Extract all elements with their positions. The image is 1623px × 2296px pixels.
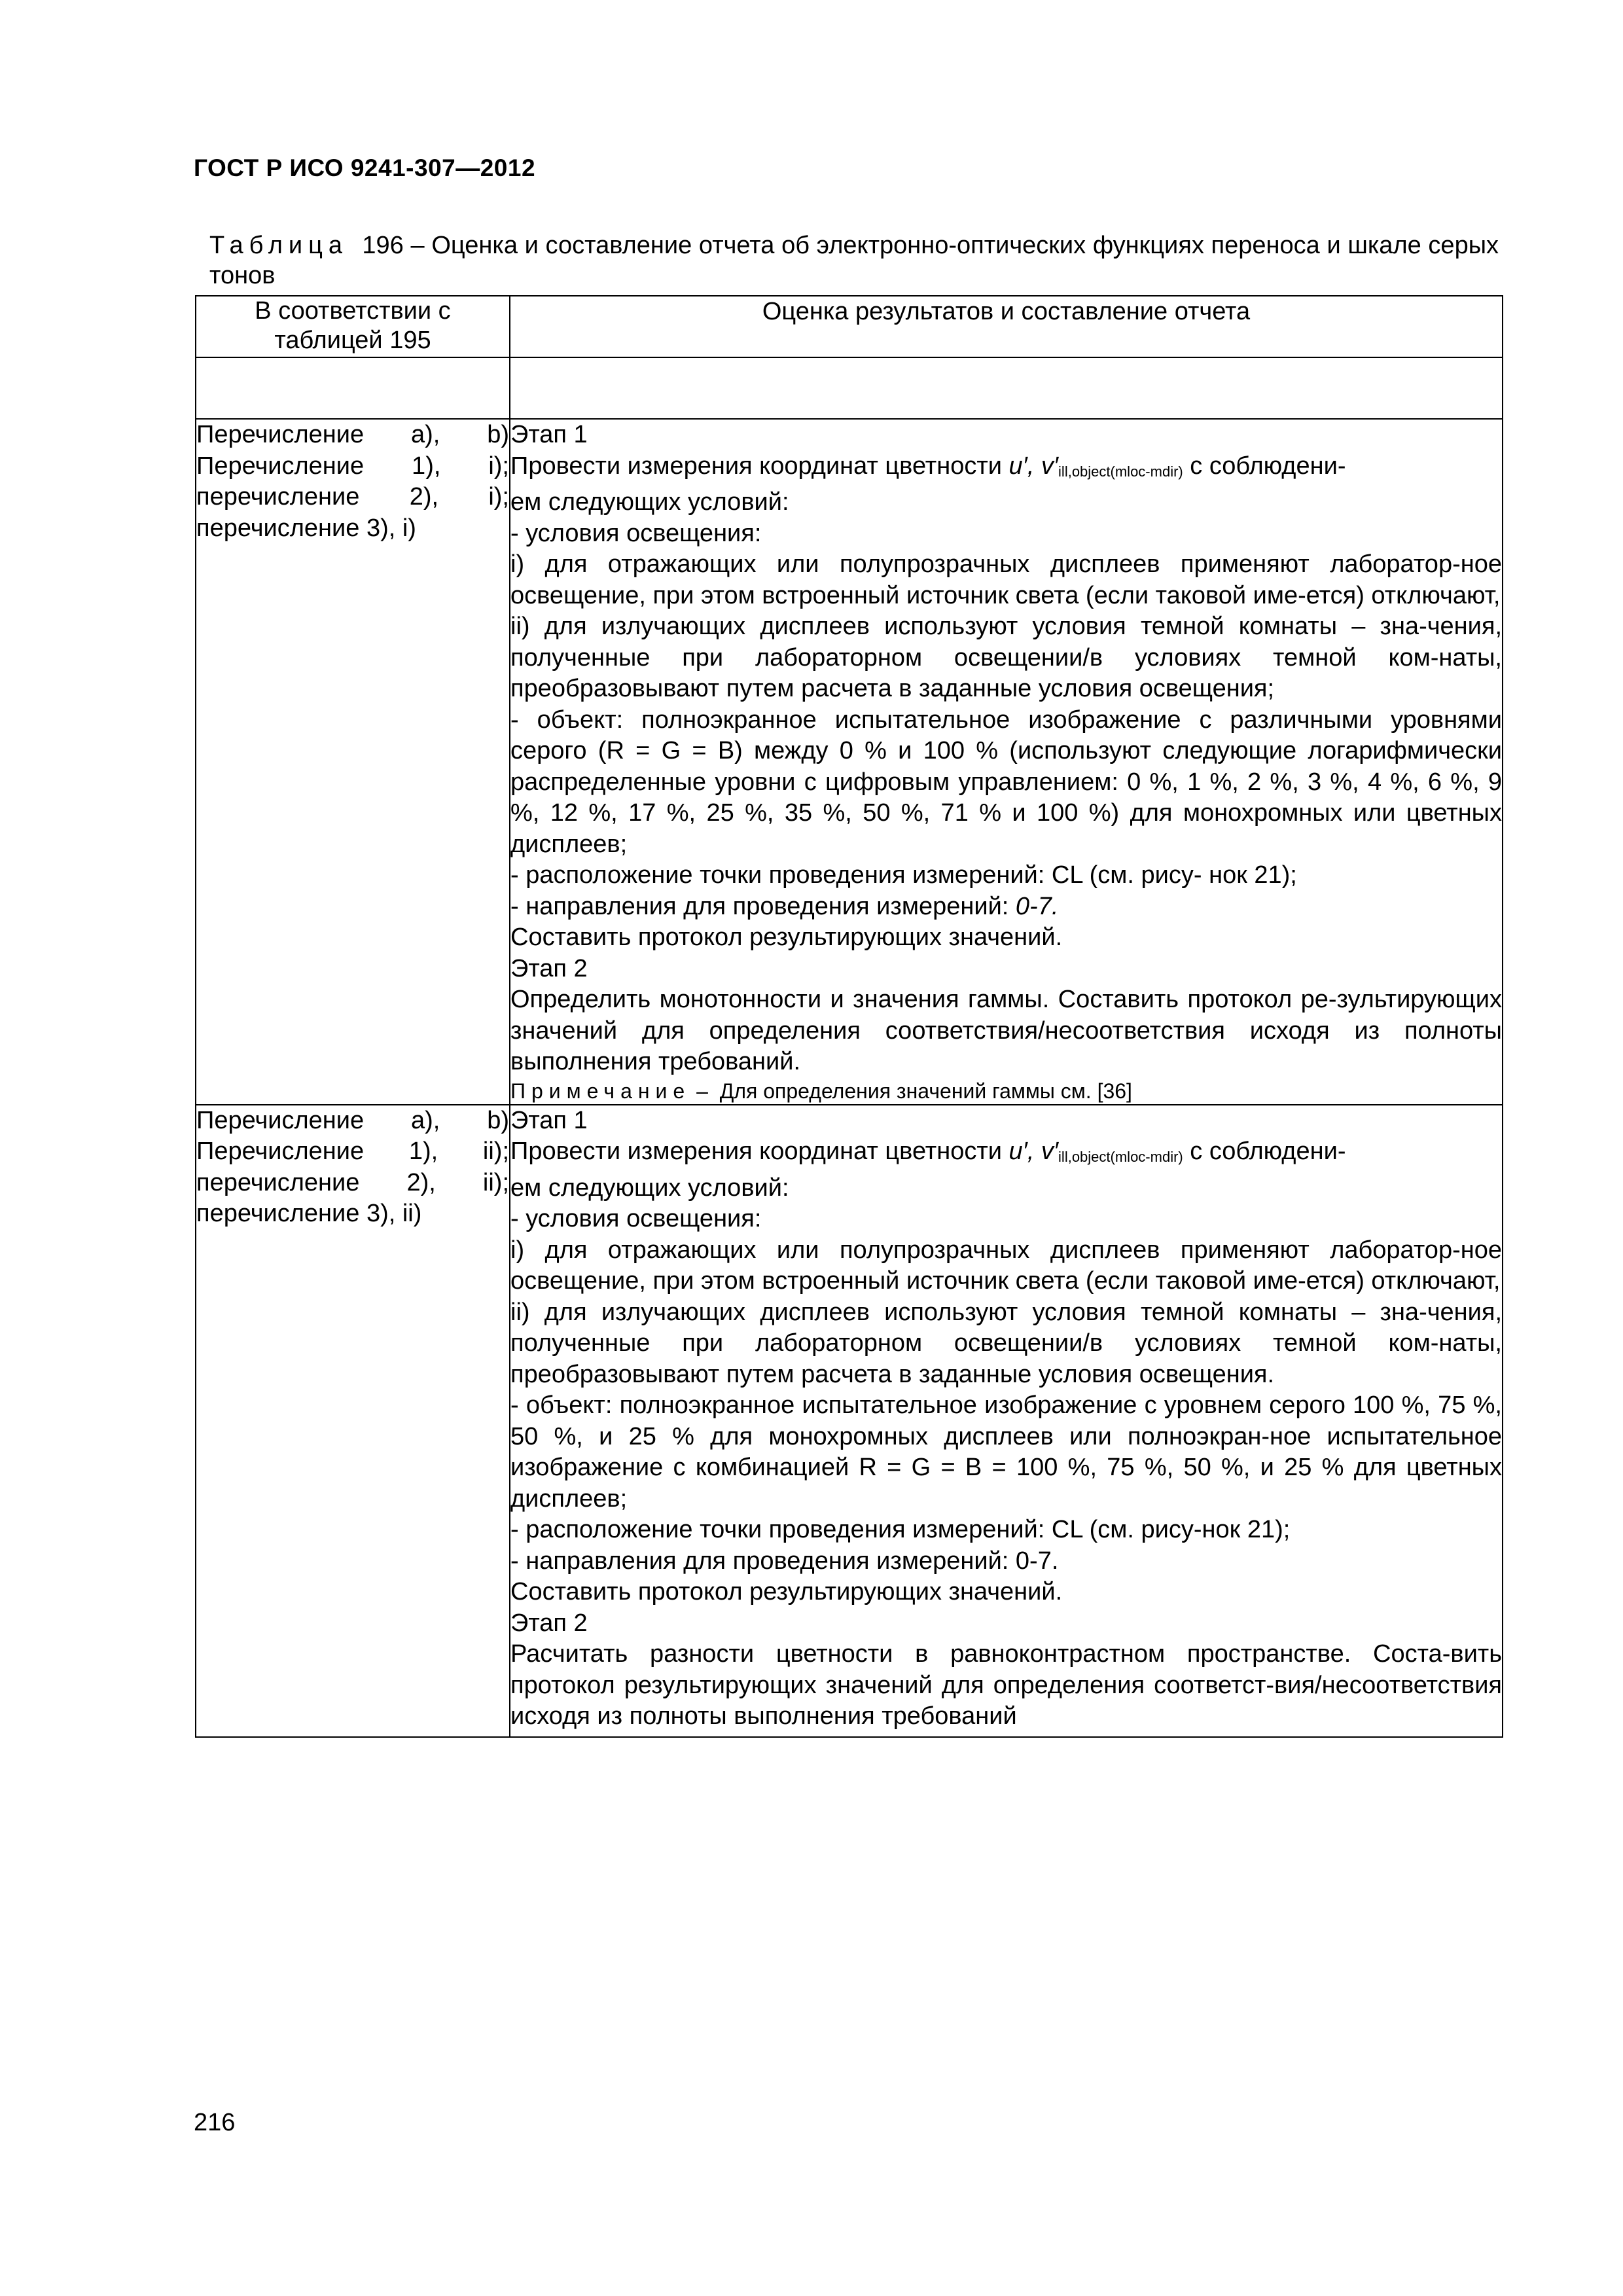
location-text: - расположение точки проведения измерений: CL (см. рису- нок 21); [510, 861, 1297, 889]
caption-number: 196 [362, 232, 404, 259]
stage-1-label: Этап 1 [510, 1106, 588, 1134]
measurement-instruction [510, 451, 1502, 488]
note-text: Для определения значений гаммы см. [36] [719, 1079, 1132, 1103]
row-reference-cell [196, 419, 510, 1105]
stage-2-label: Этап 2 [510, 954, 588, 982]
note-label: Примечание [510, 1079, 691, 1103]
direction-value: 0-7. [1015, 892, 1059, 920]
reference-line: перечисление 2), ii); [196, 1168, 509, 1196]
conditions-text: ем следующих условий: [510, 488, 789, 516]
stage-2-text: Расчитать разности цветности в равноконтрастном пространстве. Соста-вить протокол результирующих значений для определения соответст-вия/несоответствия исходя из полноты выполнения требований [510, 1640, 1502, 1730]
v-symbol: v′ [1041, 452, 1059, 480]
measure-prefix: Провести измерения координат цветности [510, 452, 1002, 480]
protocol-text: Составить протокол результирующих значений. [510, 924, 1063, 951]
illumination-i-text: i) для отражающих или полупрозрачных дисплеев применяют лаборатор-ное освещение, при этом встроенный источник света (если таковой име-ется) отключают, [510, 1236, 1502, 1295]
u-symbol: u′, [1008, 1138, 1035, 1165]
table-row [196, 1105, 1503, 1737]
illumination-text: - условия освещения: [510, 519, 762, 547]
reference-line: перечисление 2), i); [196, 483, 509, 511]
stage-2-label: Этап 2 [510, 1609, 588, 1637]
measurement-instruction [510, 1136, 1502, 1173]
direction-text [510, 891, 1502, 923]
header-col1-line1: В соответствии с [255, 297, 451, 325]
reference-line: перечисление 3), i) [196, 514, 416, 542]
stage-2-text: Определить монотонности и значения гаммы. Составить протокол ре-зультирующих значений для определения соответствия/несоответствия исходя из полноты выполнения требований. [510, 986, 1502, 1075]
direction-prefix: - направления для проведения измерений: [510, 892, 1009, 920]
table-row [196, 419, 1503, 1105]
conditions-text: ем следующих условий: [510, 1174, 789, 1202]
note-dash: – [696, 1079, 708, 1103]
location-text: - расположение точки проведения измерений: CL (см. рису-нок 21); [510, 1516, 1291, 1543]
row-reference-cell [196, 1105, 510, 1737]
v-subscript: ill,object(mloc-mdir) [1058, 463, 1183, 480]
caption-text: Оценка и составление отчета об электронно-оптических функциях переноса и шкале серых тонов [209, 232, 1499, 289]
header-col-evaluation: Оценка результатов и составление отчета [510, 296, 1503, 357]
table-caption [209, 230, 1499, 291]
stage-1-label: Этап 1 [510, 421, 588, 448]
measure-suffix: с соблюдени- [1190, 452, 1346, 480]
protocol-text: Составить протокол результирующих значений. [510, 1578, 1063, 1605]
table-header-row [196, 296, 1503, 357]
header-col1-line2: таблицей 195 [274, 327, 431, 354]
reference-line: перечисление 3), ii) [196, 1200, 422, 1227]
u-symbol: u′, [1008, 452, 1035, 480]
document-header: ГОСТ Р ИСО 9241-307—2012 [194, 154, 536, 181]
object-text: - объект: полноэкранное испытательное изображение с уровнем серого 100 %, 75 %, 50 %, и 25 % для монохромных дисплеев или полноэкран-ное испытательное изображение с комбинацией R = G = B = 100 %, 75 %, 50 %, и 25 % для цветных дисплеев; [510, 1391, 1502, 1513]
object-text: - объект: полноэкранное испытательное изображение с различными уровнями серого (R = G = B) между 0 % и 100 % (используют следующие логарифмически распределенные уровни с цифровым управлением: 0 %, 1 %, 2 %, 3 %, 4 %, 6 %, 9 %, 12 %, 17 %, 25 %, 35 %, 50 %, 71 % и 100 %) для монохромных или цветных дисплеев; [510, 706, 1502, 858]
illumination-i-text: i) для отражающих или полупрозрачных дисплеев применяют лаборатор-ное освещение, при этом встроенный источник света (если таковой име-ется) отключают, [510, 550, 1502, 609]
illumination-text: - условия освещения: [510, 1205, 762, 1232]
illumination-ii-text: ii) для излучающих дисплеев используют условия темной комнаты – зна-чения, полученные при лабораторном освещении/в условиях темной ком-наты, преобразовывают путем расчета в заданные условия освещения; [510, 613, 1502, 702]
caption-label: Таблица [209, 232, 348, 259]
reference-line: Перечисление a), b) [196, 421, 509, 448]
measure-suffix: с соблюдени- [1190, 1138, 1346, 1165]
row-evaluation-cell [510, 1105, 1503, 1737]
v-symbol: v′ [1041, 1138, 1059, 1165]
note [510, 1078, 1502, 1104]
header-col-reference [196, 296, 510, 357]
caption-dash: – [410, 232, 425, 259]
reference-line: Перечисление a), b) [196, 1106, 509, 1134]
header-divider [196, 357, 1503, 419]
v-subscript: ill,object(mloc-mdir) [1058, 1149, 1183, 1165]
evaluation-table [195, 295, 1503, 1738]
row-evaluation-cell [510, 419, 1503, 1105]
measure-prefix: Провести измерения координат цветности [510, 1138, 1002, 1165]
reference-line: Перечисление 1), ii); [196, 1138, 509, 1165]
direction-text: - направления для проведения измерений: 0-7. [510, 1547, 1059, 1575]
reference-line: Перечисление 1), i); [196, 452, 509, 480]
page-number: 216 [194, 2109, 236, 2136]
illumination-ii-text: ii) для излучающих дисплеев используют условия темной комнаты – зна-чения, полученные при лабораторном освещении/в условиях темной ком-наты, преобразовывают путем расчета в заданные условия освещения. [510, 1298, 1502, 1388]
